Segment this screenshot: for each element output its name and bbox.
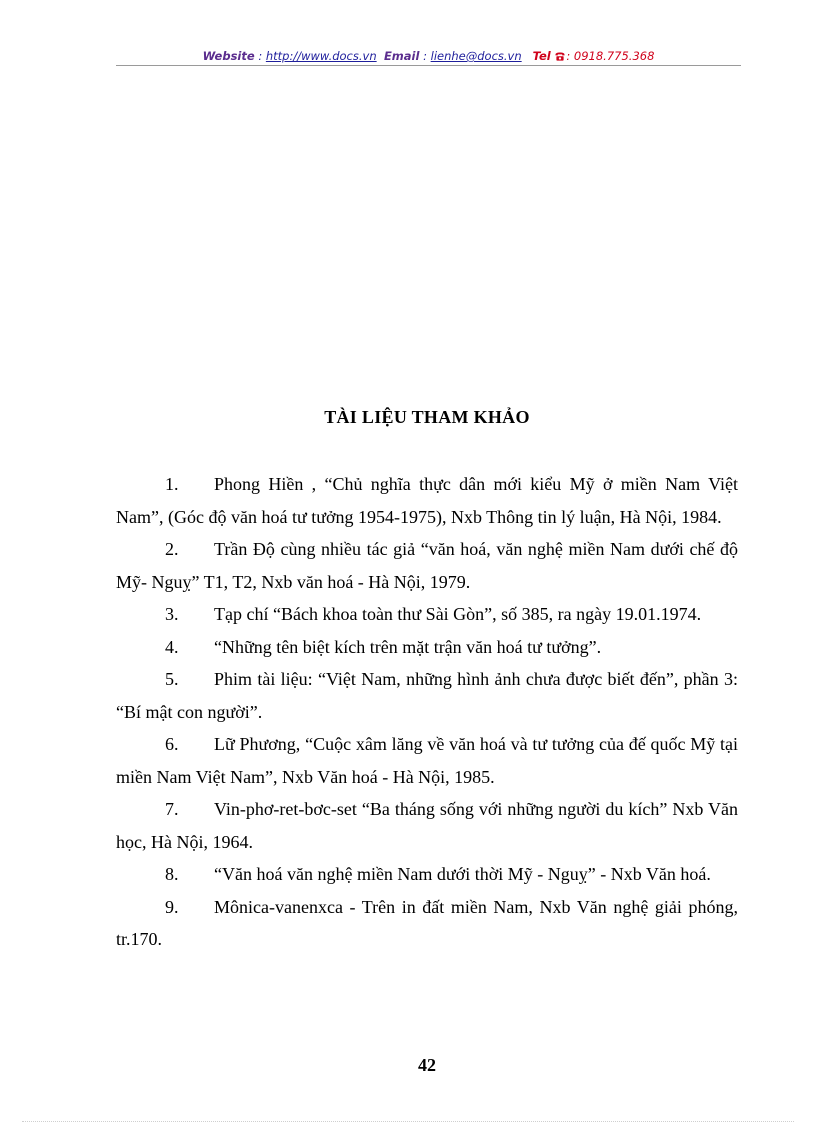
reference-number: 8. <box>165 864 179 884</box>
email-separator: : <box>419 49 431 63</box>
reference-item <box>116 728 738 793</box>
reference-item <box>116 468 738 533</box>
reference-item <box>116 631 738 664</box>
reference-text: Tạp chí “Bách khoa toàn thư Sài Gòn”, số 385, ra ngày 19.01.1974. <box>214 604 702 624</box>
page-title: TÀI LIỆU THAM KHẢO <box>324 407 530 427</box>
reference-item <box>116 793 738 858</box>
reference-item <box>116 598 738 631</box>
reference-number: 5. <box>165 669 179 689</box>
reference-item <box>116 663 738 728</box>
reference-text: Trần Độ cùng nhiều tác giả “văn hoá, văn nghệ miền Nam dưới chế độ Mỹ- Nguỵ” T1, T2, Nxb văn hoá - Hà Nội, 1979. <box>116 539 738 592</box>
tel-value: : 0918.775.368 <box>566 49 655 63</box>
reference-number: 2. <box>165 539 179 559</box>
header-divider <box>116 65 741 66</box>
reference-text: “Văn hoá văn nghệ miền Nam dưới thời Mỹ - Nguỵ” - Nxb Văn hoá. <box>214 864 711 884</box>
reference-number: 3. <box>165 604 179 624</box>
reference-text: “Những tên biệt kích trên mặt trận văn hoá tư tưởng”. <box>214 636 602 657</box>
telephone-icon <box>555 48 565 57</box>
reference-text: Phim tài liệu: “Việt Nam, những hình ảnh chưa được biết đến”, phần 3: “Bí mật con người”. <box>116 669 738 722</box>
reference-text: Vin-phơ-ret-bơc-set “Ba tháng sống với những người du kích” Nxb Văn học, Hà Nội, 1964. <box>116 799 738 852</box>
reference-number: 4. <box>165 636 179 657</box>
reference-list <box>116 468 738 956</box>
reference-number: 1. <box>165 474 179 494</box>
website-link[interactable]: http://www.docs.vn <box>265 49 377 63</box>
reference-number: 7. <box>165 799 179 819</box>
reference-item <box>116 891 738 956</box>
page-number: 42 <box>418 1055 436 1075</box>
page-header <box>116 47 741 65</box>
email-label: Email <box>383 49 420 63</box>
reference-text: Lữ Phương, “Cuộc xâm lăng về văn hoá và tư tưởng của đế quốc Mỹ tại miền Nam Việt Nam”, Nxb Văn hoá - Hà Nội, 1985. <box>116 734 738 787</box>
reference-text: Phong Hiền , “Chủ nghĩa thực dân mới kiểu Mỹ ở miền Nam Việt Nam”, (Góc độ văn hoá tư tưởng 1954-1975), Nxb Thông tin lý luận, Hà Nội, 1984. <box>116 474 738 527</box>
reference-number: 9. <box>165 896 179 917</box>
footer-divider <box>22 1121 794 1122</box>
reference-text: Mônica-vanenxca - Trên in đất miền Nam, Nxb Văn nghệ giải phóng, tr.170. <box>116 896 738 949</box>
website-label: Website <box>202 49 255 63</box>
website-separator: : <box>254 49 266 63</box>
email-link[interactable]: lienhe@docs.vn <box>430 49 522 63</box>
reference-item <box>116 858 738 891</box>
reference-number: 6. <box>165 734 179 754</box>
reference-item <box>116 533 738 598</box>
tel-label: Tel <box>532 49 551 63</box>
